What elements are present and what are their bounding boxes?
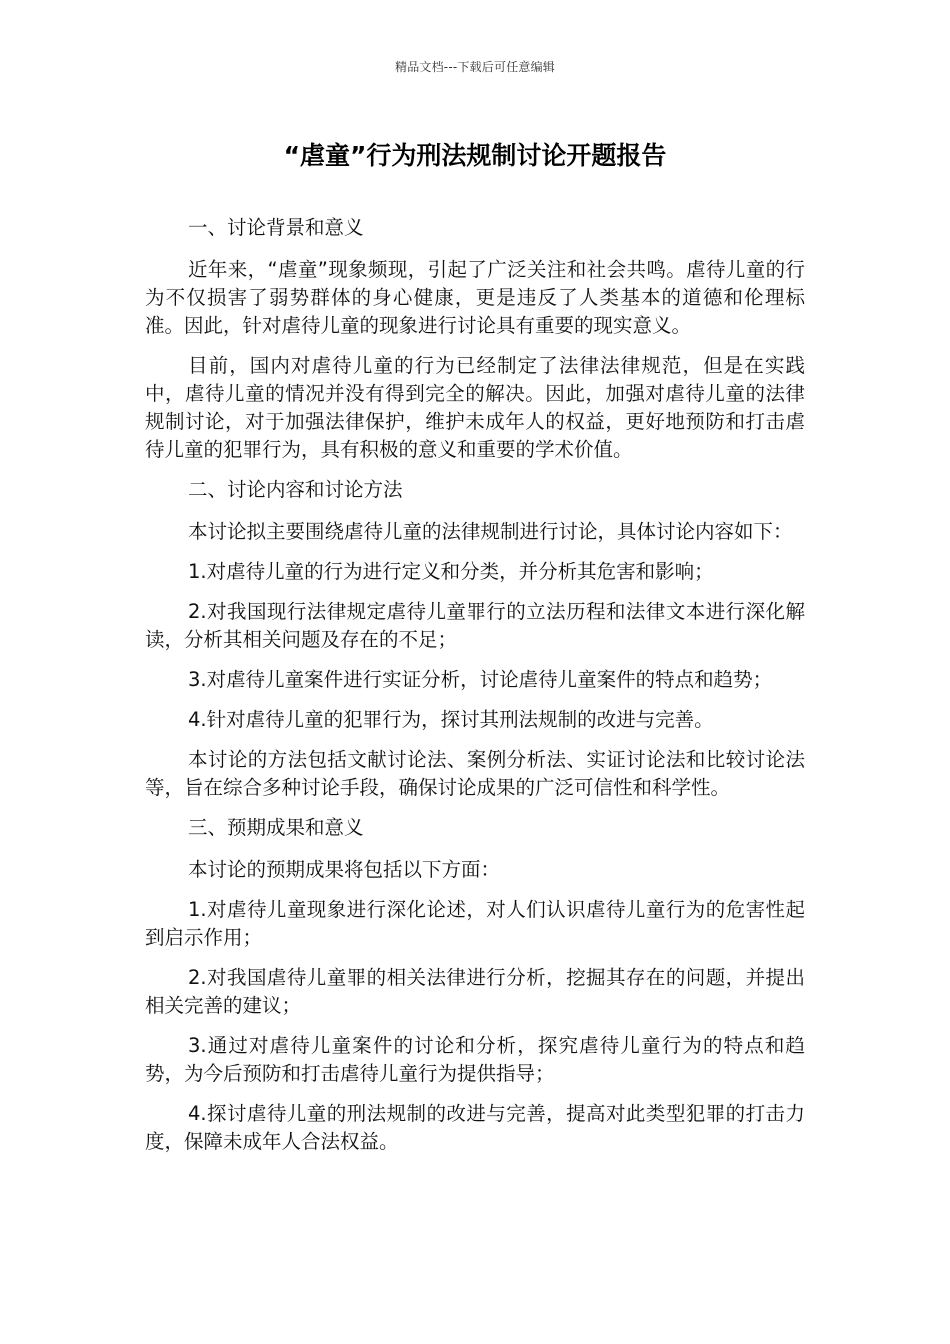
paragraph-background-1: 近年来，“虐童”现象频现，引起了广泛关注和社会共鸣。虐待儿童的行为不仅损害了弱势群体的身心健康，更是违反了人类基本的道德和伦理标准。因此，针对虐待儿童的现象进行讨论具有重要的现实意义。: [145, 258, 805, 337]
section-heading-background: 一、讨论背景和意义: [188, 216, 364, 239]
list-item-outcome-1: 1.对虐待儿童现象进行深化论述，对人们认识虐待儿童行为的危害性起到启示作用；: [145, 898, 805, 949]
list-item-content-2: 2.对我国现行法律规定虐待儿童罪行的立法历程和法律文本进行深化解读，分析其相关问题及存在的不足；: [145, 600, 805, 651]
list-item-content-1: 1.对虐待儿童的行为进行定义和分类，并分析其危害和影响；: [188, 560, 714, 583]
list-item-outcome-2: 2.对我国虐待儿童罪的相关法律进行分析，挖掘其存在的问题，并提出相关完善的建议；: [145, 966, 805, 1017]
list-item-content-3: 3.对虐待儿童案件进行实证分析，讨论虐待儿童案件的特点和趋势；: [188, 668, 773, 691]
section-heading-outcomes: 三、预期成果和意义: [188, 816, 364, 839]
paragraph-methods: 本讨论的方法包括文献讨论法、案例分析法、实证讨论法和比较讨论法等，旨在综合多种讨论手段，确保讨论成果的广泛可信性和科学性。: [145, 748, 805, 799]
paragraph-content-intro: 本讨论拟主要围绕虐待儿童的法律规制进行讨论，具体讨论内容如下：: [188, 520, 793, 543]
paragraph-background-2: 目前，国内对虐待儿童的行为已经制定了法律法律规范，但是在实践中，虐待儿童的情况并没有得到完全的解决。因此，加强对虐待儿童的法律规制讨论，对于加强法律保护，维护未成年人的权益，更好地预防和打击虐待儿童的犯罪行为，具有积极的意义和重要的学术价值。: [145, 354, 805, 461]
section-heading-content-methods: 二、讨论内容和讨论方法: [188, 478, 403, 501]
document-body: [145, 214, 805, 1168]
document-title: “虐童”行为刑法规制讨论开题报告: [283, 141, 667, 170]
list-item-outcome-4: 4.探讨虐待儿童的刑法规制的改进与完善，提高对此类型犯罪的打击力度，保障未成年人合法权益。: [145, 1102, 805, 1153]
list-item-outcome-3: 3.通过对虐待儿童案件的讨论和分析，探究虐待儿童行为的特点和趋势，为今后预防和打击虐待儿童行为提供指导；: [145, 1034, 805, 1085]
list-item-content-4: 4.针对虐待儿童的犯罪行为，探讨其刑法规制的改进与完善。: [188, 708, 714, 731]
paragraph-outcomes-intro: 本讨论的预期成果将包括以下方面：: [188, 858, 501, 881]
header-note: 精品文档---下载后可任意编辑: [395, 60, 555, 74]
